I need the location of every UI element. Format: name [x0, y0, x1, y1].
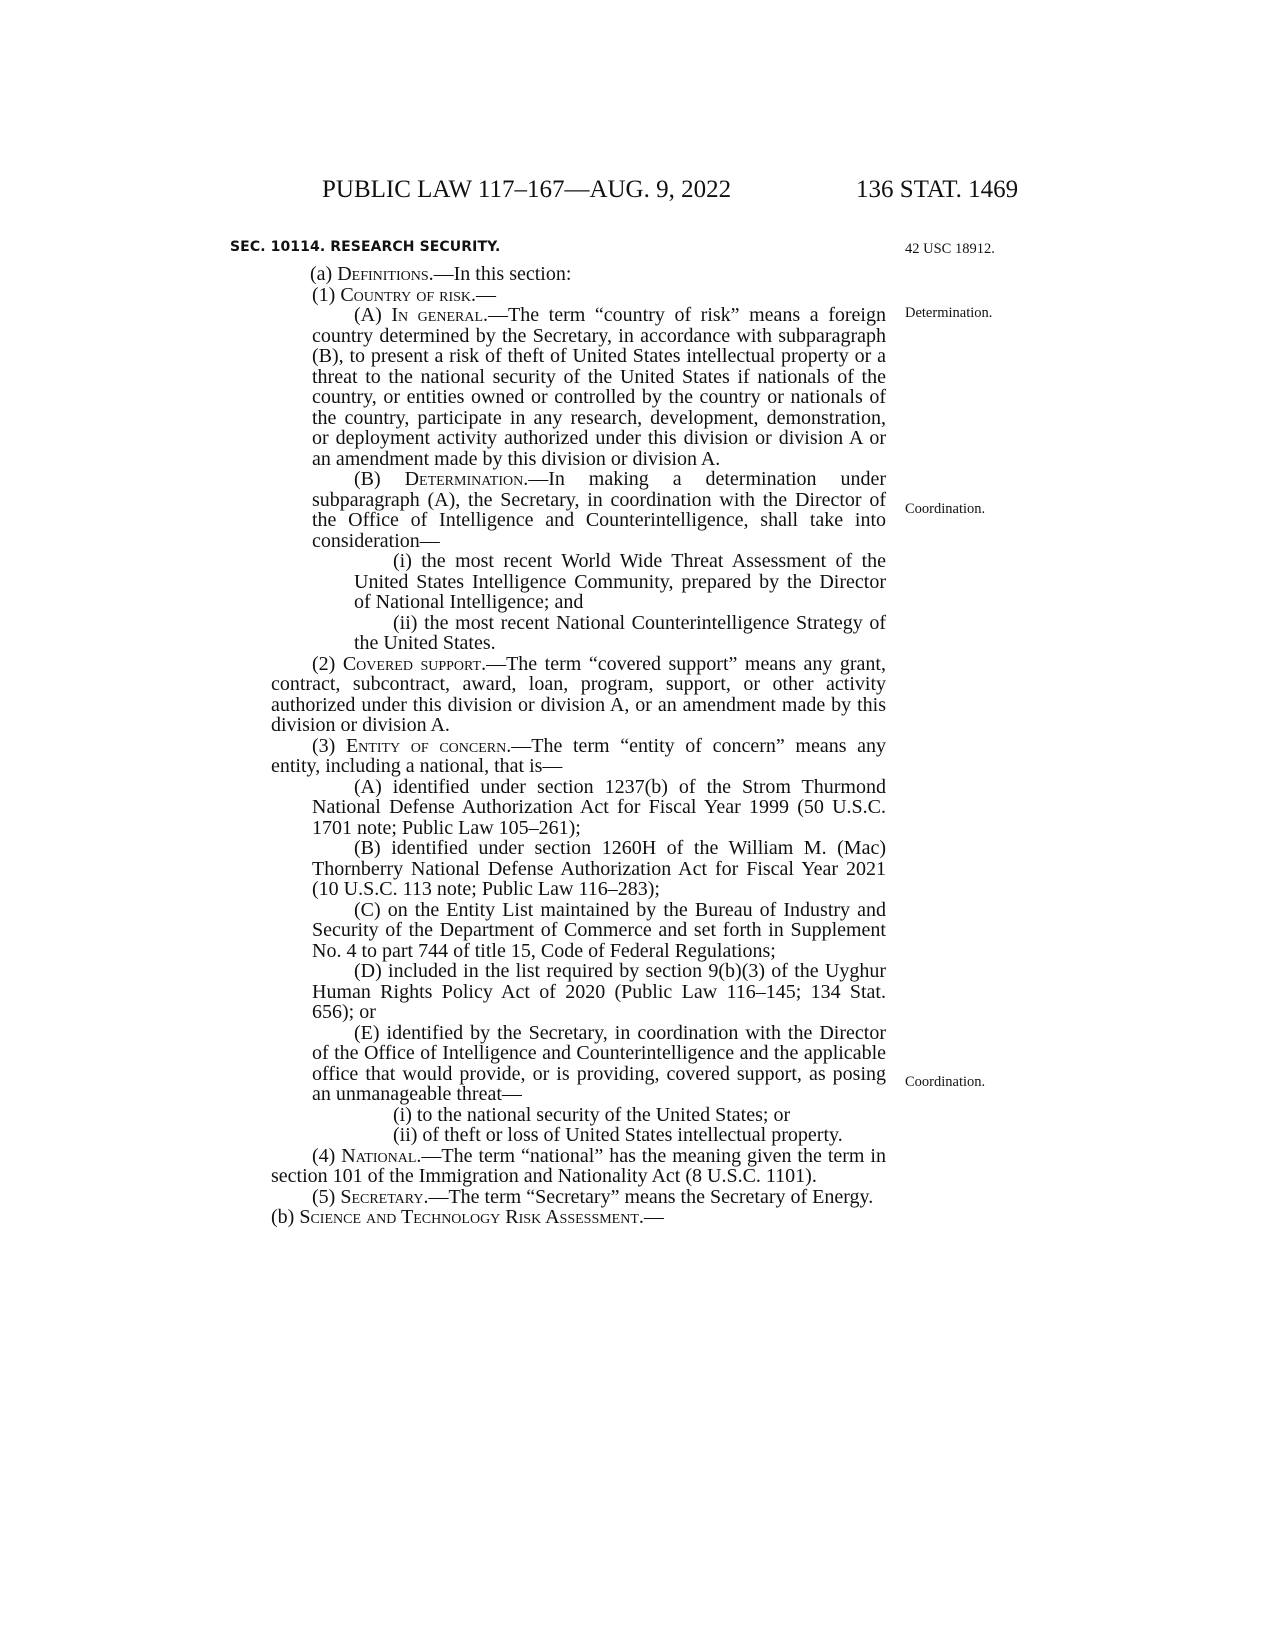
- clause-a3Ei: (i) to the national security of the United States; or: [393, 1103, 791, 1126]
- clause-a3Eii: (ii) of theft or loss of United States intellectual property.: [393, 1124, 843, 1146]
- subparagraph-a3E: (E) identified by the Secretary, in coordination with the Director of the Office of Intelligence and Counterintelligence and the applicable office that would provide, or is providing, covered support, as posing an unmanageable threat—: [312, 1021, 886, 1105]
- clause-a1Bi: (i) the most recent World Wide Threat Assessment of the United States Intelligence Community, prepared by the Director of National Intelligence; and: [354, 550, 886, 613]
- margin-note-coordination: Coordination.: [905, 1074, 986, 1090]
- margin-note-determination: Determination.: [905, 305, 993, 321]
- paragraph-a1: (1) Country of risk.—: [312, 283, 497, 306]
- running-header-title: PUBLIC LAW 117–167—AUG. 9, 2022: [322, 176, 732, 203]
- subparagraph-a3D: (D) included in the list required by section 9(b)(3) of the Uyghur Human Rights Policy Act of 2020 (Public Law 116–145; 134 Stat. 656); or: [312, 960, 886, 1023]
- subparagraph-a3B: (B) identified under section 1260H of the William M. (Mac) Thornberry National Defense Authorization Act for Fiscal Year 2021 (10 U.S.C. 113 note; Public Law 116–283);: [312, 837, 886, 900]
- clause-a1Bii: (ii) the most recent National Counterintelligence Strategy of the United States.: [354, 611, 886, 654]
- section-heading: SEC. 10114. RESEARCH SECURITY.: [230, 239, 501, 255]
- subsection-a: (a) Definitions.—In this section:: [310, 263, 572, 285]
- subparagraph-a3A: (A) identified under section 1237(b) of the Strom Thurmond National Defense Authorization Act for Fiscal Year 1999 (50 U.S.C. 1701 note; Public Law 105–261);: [312, 775, 886, 839]
- paragraph-a3: (3) Entity of concern.—The term “entity of concern” means any entity, including a national, that is—: [271, 734, 887, 777]
- subparagraph-a3C: (C) on the Entity List maintained by the Bureau of Industry and Security of the Department of Commerce and set forth in Supplement No. 4 to part 744 of title 15, Code of Federal Regulations;: [312, 898, 886, 962]
- running-header-stat-page: 136 STAT. 1469: [856, 176, 1019, 203]
- paragraph-a2: (2) Covered support.—The term “covered support” means any grant, contract, subcontract, award, loan, program, support, or other activity authorized under this division or division A, or an amendment made by this division or division A.: [271, 652, 886, 736]
- margin-note-coordination: Coordination.: [905, 501, 986, 517]
- paragraph-a4: (4) National.—The term “national” has the meaning given the term in section 101 of the Immigration and Nationality Act (8 U.S.C. 1101).: [271, 1144, 886, 1187]
- margin-note-usc-citation: 42 USC 18912.: [905, 241, 995, 257]
- subsection-b: (b) Science and Technology Risk Assessment.—: [271, 1206, 664, 1228]
- statute-body: [271, 264, 886, 1228]
- subparagraph-a1A: (A) In general.—The term “country of risk” means a foreign country determined by the Secretary, in accordance with subparagraph (B), to present a risk of theft of United States intellectual property or a threat to the national security of the United States if nationals of the country, or entities owned or controlled by the country or nationals of the country, participate in any research, development, demonstration, or deployment activity authorized under this division or division A or an amendment made by this division or division A.: [312, 304, 886, 470]
- subparagraph-a1B: (B) Determination.—In making a determination under subparagraph (A), the Secretary, in coordination with the Director of the Office of Intelligence and Counterintelligence, shall take into consideration—: [312, 468, 886, 552]
- paragraph-a5: (5) Secretary.—The term “Secretary” means the Secretary of Energy.: [312, 1185, 874, 1208]
